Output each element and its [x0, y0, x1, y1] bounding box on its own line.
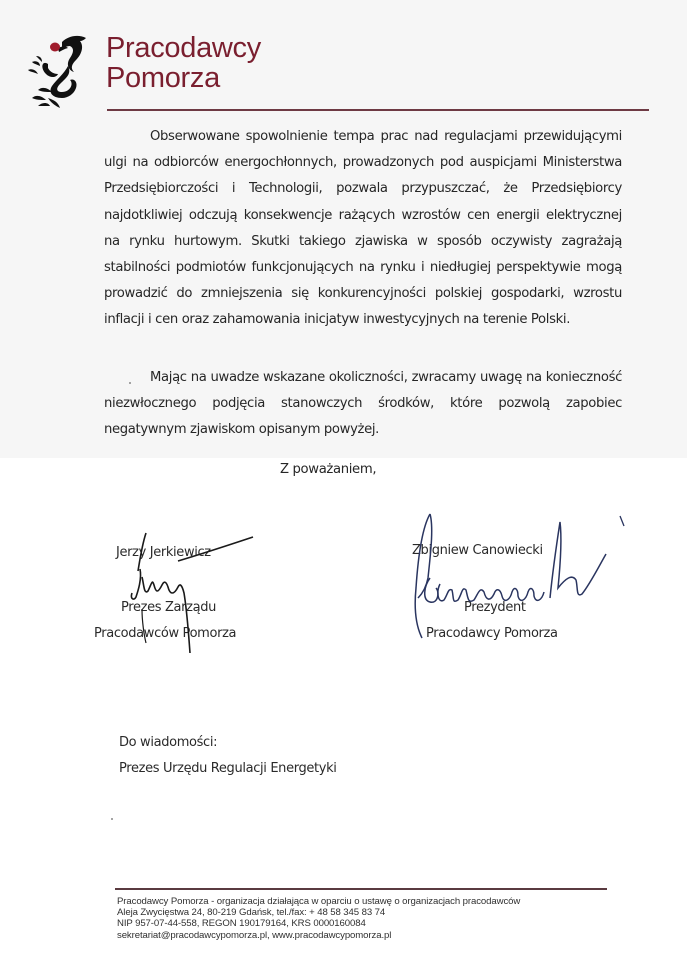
cc-label: Do wiadomości: [119, 735, 218, 750]
footer-address: Aleja Zwycięstwa 24, 80-219 Gdańsk, tel./fax: + 48 58 345 83 74 [117, 907, 386, 919]
letter-paragraph-2: Mając na uwadze wskazane okoliczności, zwracamy uwagę na konieczność niezwłocznego podjęcia stanowczych środków, które pozwolą zapobiec negatywnym zjawiskom opisanym powyżej. [104, 370, 622, 438]
dragon-griffin-icon [18, 28, 96, 112]
footer-registration: NIP 957-07-44-558, REGON 190179164, KRS 0000160084 [117, 918, 366, 930]
signatory-left-name: Jerzy Jerkiewicz [116, 545, 211, 560]
footer-org-description: Pracodawcy Pomorza - organizacja działająca w oparciu o ustawę o organizacjach pracodawców [117, 896, 521, 907]
handwritten-signature-left [108, 525, 268, 665]
brand-line-2: Pomorza [106, 62, 220, 94]
signatory-left-title: Prezes Zarządu [121, 600, 216, 615]
handwritten-signature-right [400, 508, 640, 648]
brand-wordmark [106, 33, 261, 93]
closing-salutation: Z poważaniem, [280, 462, 377, 477]
signatory-right-title: Prezydent [464, 600, 526, 615]
cc-recipient: Prezes Urzędu Regulacji Energetyki [119, 761, 337, 776]
signatory-right-org: Pracodawcy Pomorza [426, 626, 558, 641]
scan-speck [111, 818, 113, 820]
brand-line-1: Pracodawcy [106, 32, 261, 64]
signatory-left-org: Pracodawców Pomorza [94, 626, 237, 641]
signatory-right-name: Zbigniew Canowiecki [412, 543, 543, 558]
footer-email-website: sekretariat@pracodawcypomorza.pl, www.pracodawcypomorza.pl [117, 929, 392, 941]
letter-paragraph-1: Obserwowane spowolnienie tempa prac nad regulacjami przewidującymi ulgi na odbiorców energochłonnych, prowadzonych pod auspicjami Ministerstwa Przedsiębiorczości i Technologii, pozwala przypuszczać, że Przedsiębiorcy najdotkliwiej odczują konsekwencje rażących wzrostów cen energii elektrycznej na rynku hurtowym. Skutki takiego zjawiska w sposób oczywisty zagrażają stabilności podmiotów funkcjonujących na rynku i niedługiej perspektywie mogą prowadzić do zmniejszenia się konkurencyjności polskiej gospodarki, wzrostu inflacji i cen oraz zahamowania inicjatyw inwestycyjnych na terenie Polski. [104, 129, 622, 328]
footer-contact [117, 896, 520, 941]
footer-rule [115, 888, 607, 890]
header-rule [107, 109, 649, 111]
